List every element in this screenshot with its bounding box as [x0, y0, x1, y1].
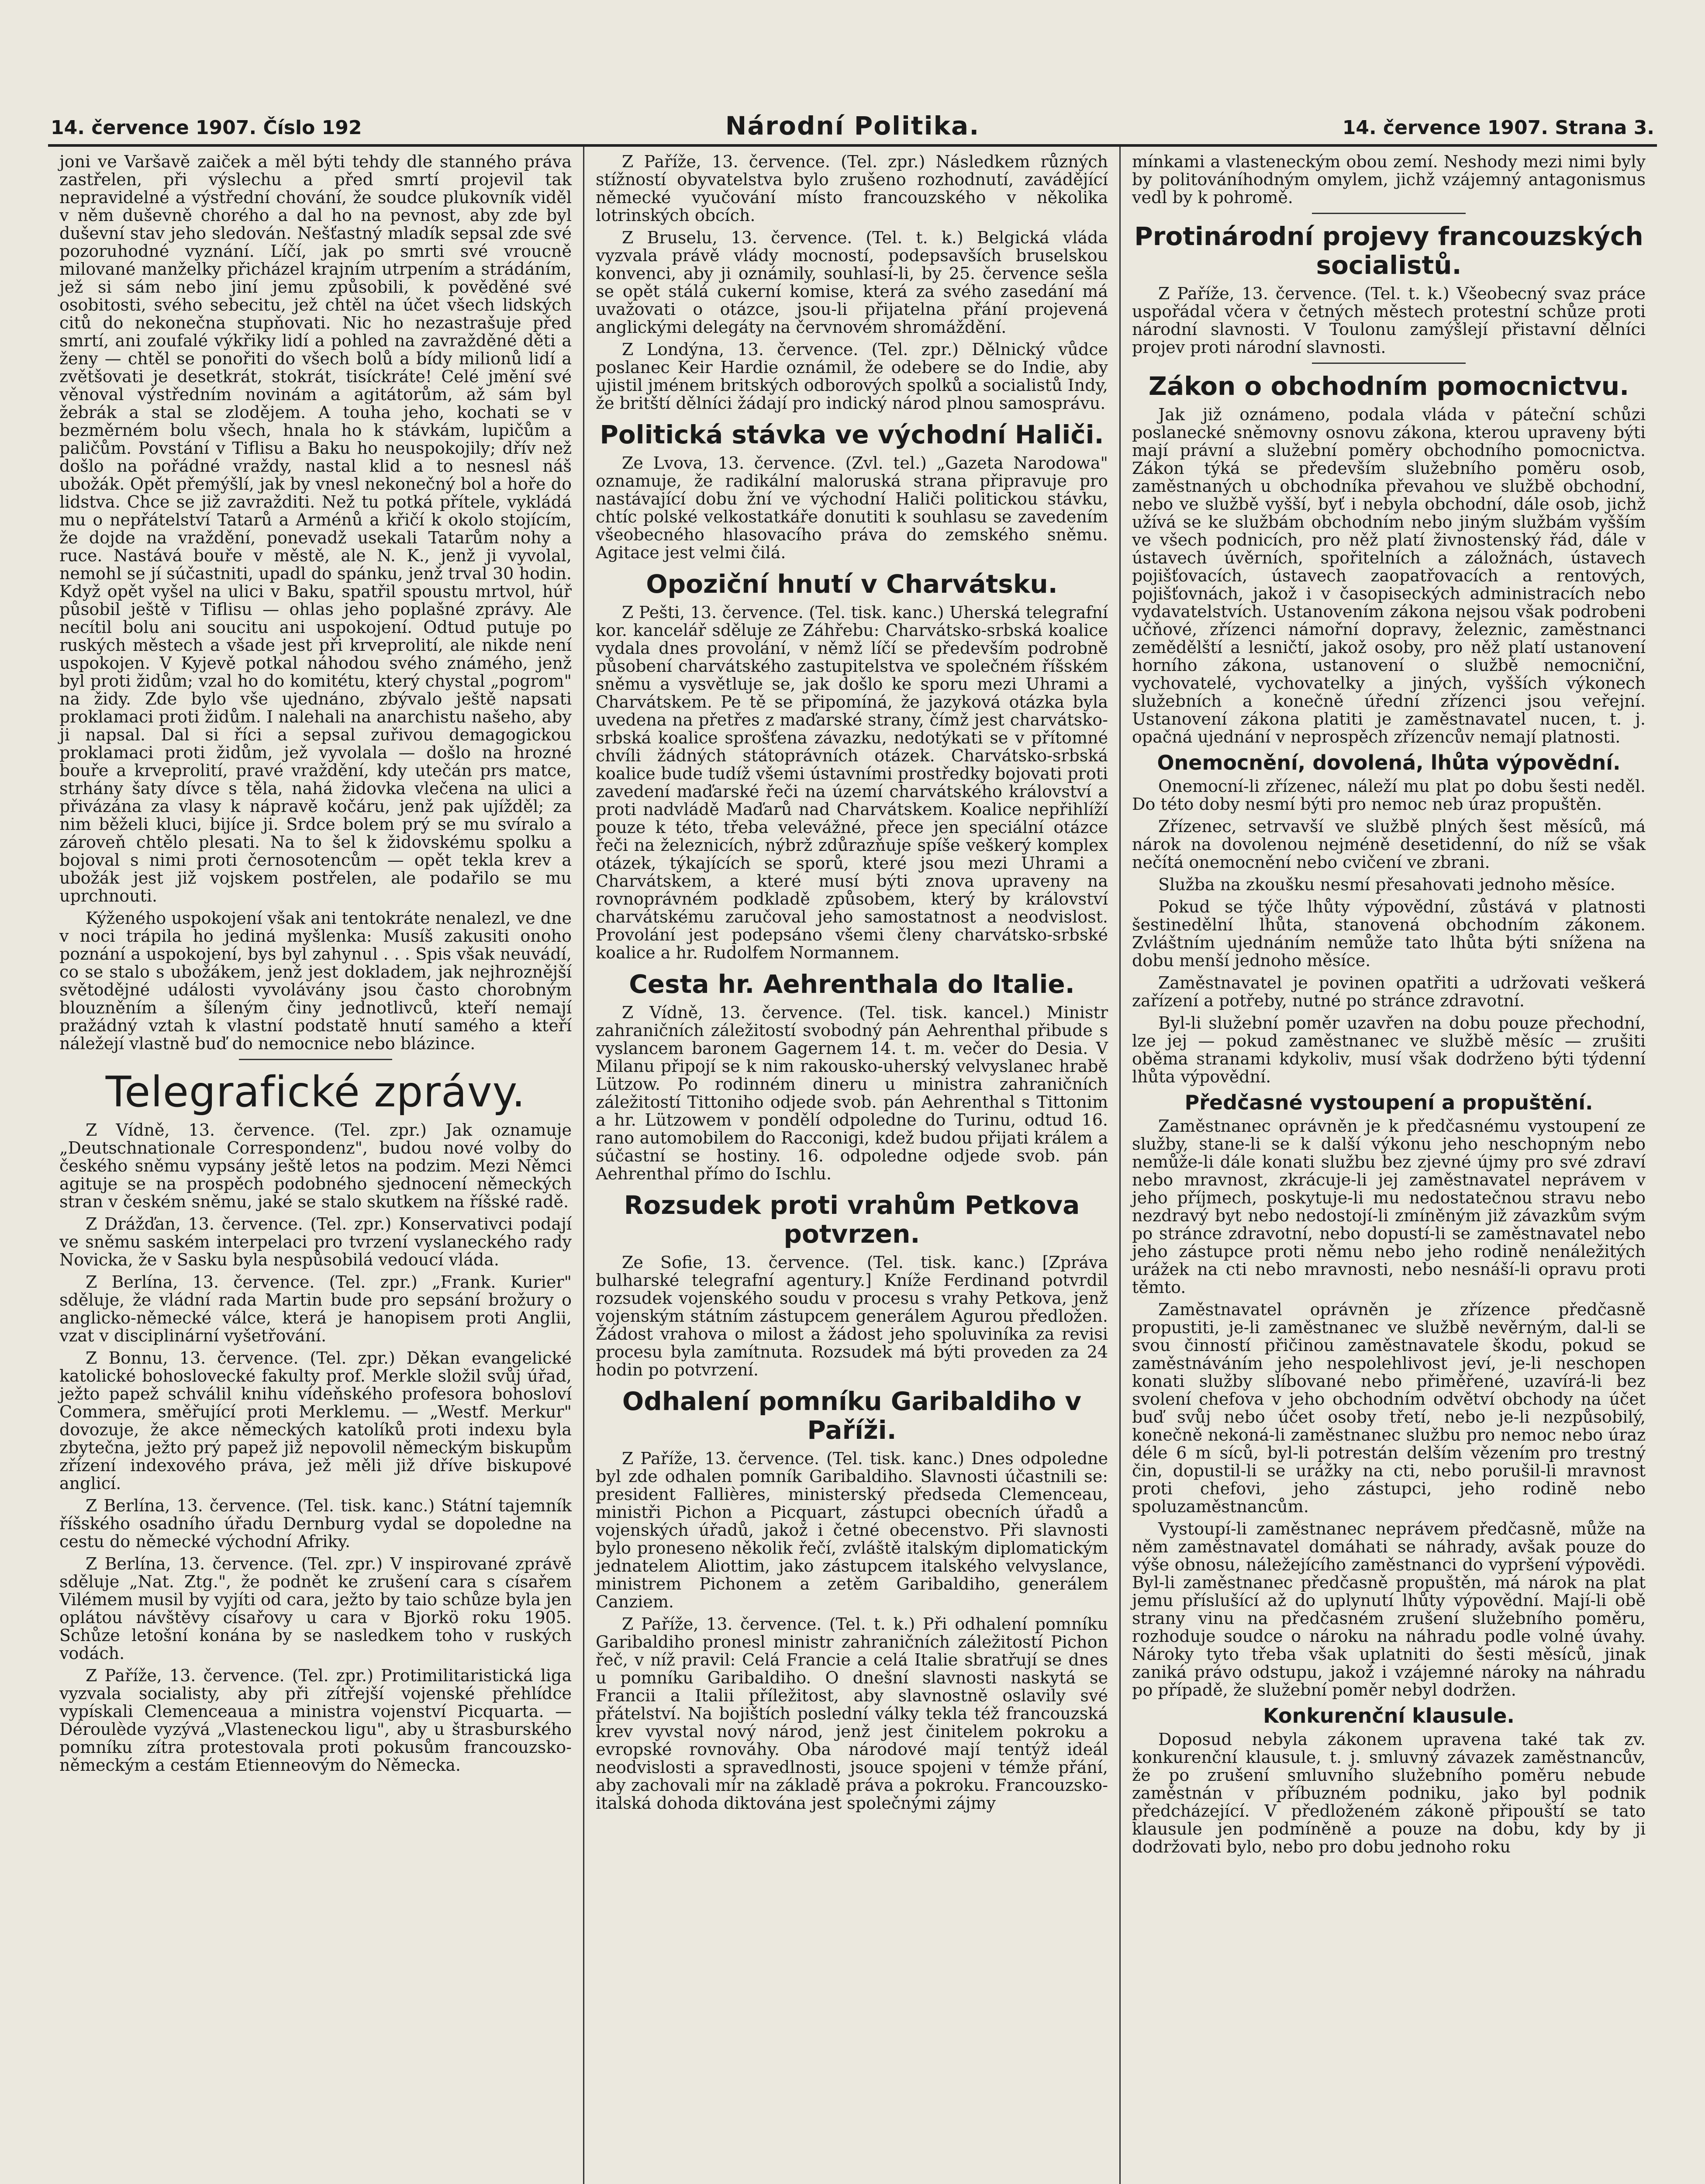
telegram-item: Z Berlína, 13. července. (Tel. zpr.) V inspirované zprávě sděluje „Nat. Ztg.", že podnět ke zrušení cara s císařem Vilémem musil by vyjíti od cara, ježto by taio schůze byla jen oplátou návštěvy císařovy u cara v Bjorkö roku 1905. Schůze letošní konána by se nasledkem toho v ruských vodách.	[59, 1554, 572, 1663]
telegram-item: Z Londýna, 13. července. (Tel. zpr.) Dělnický vůdce poslanec Keir Hardie oznámil, že odebere se do Indie, aby ujistil jménem britských odborových spolků a socialistů Indy, že britští dělníci žádají pro indický národ plnou samosprávu.	[596, 340, 1108, 413]
headline-petkov: Rozsudek proti vrahům Petkova potvrzen.	[624, 1190, 1080, 1249]
telegram-item: Z Bruselu, 13. července. (Tel. t. k.) Belgická vláda vyzvala právě vlády mocností, podepsavších bruselskou konvenci, aby ji oznámily, souhlasí-li, by 25. července sešla se opět stálá cukerní komise, která za svého zasedání má uvažovati o otázce, jsou-li přijatelna přání projevená anglickými delegáty na červnovém shromáždění.	[596, 228, 1108, 337]
headline-charvatsko: Opoziční hnutí v Charvátsku.	[646, 569, 1058, 599]
article-paragraph: Onemocní-li zřízenec, náleží mu plat po dobu šesti neděl. Do této doby nesmí býti pro nemoc neb úraz propuštěn.	[1132, 777, 1646, 814]
subheading-onemocneni: Onemocnění, dovolená, lhůta výpovědní.	[1157, 751, 1621, 774]
telegram-item: Z Paříže, 13. července. (Tel. zpr.) Následkem různých stížností obyvatelstva bylo zrušeno rozhodnutí, zavádějící německé vyučování místo francouzského v několika lotrinských obcích.	[596, 152, 1108, 225]
article-paragraph: Pokud se týče lhůty výpovědní, zůstává v platnosti šestinedělní lhůta, stanovená obchodním zákonem. Zvláštním ujednáním nemůže tato lhůta býti snížena na dobu menší jednoho měsíce.	[1132, 897, 1646, 970]
headline-halic: Politická stávka ve východní Haliči.	[600, 420, 1104, 449]
headline-francouzsti-socialiste: Protinárodní projevy francouzských socialistů.	[1134, 221, 1643, 280]
column-3	[1121, 147, 1657, 2184]
telegram-item: Z Vídně, 13. července. (Tel. zpr.) Jak oznamuje „Deutschnationale Correspondenz", budou nové volby do českého sněmu vypsány ještě letos na podzim. Mezi Němci agituje se na prospěch podobného sjednocení německých stran v českém sněmu, jaké se stalo skutkem na říšské radě.	[59, 1120, 572, 1211]
article-paragraph: Vystoupí-li zaměstnanec neprávem předčasně, může na něm zaměstnavatel domáhati se náhrady, avšak pouze do výše obnosu, náležejícího zaměstnanci do vypršení výpovědi. Byl-li zaměstnanec předčasně propuštěn, má nárok na plat jemu příslušící až do uplynutí lhůty výpovědní. Mají-li obě strany vinu na předčasném zrušení služebního poměru, rozhoduje soudce o nároku na náhradu podle volné úvahy. Nároky tyto třeba však uplatniti do šesti měsíců, jinak zaniká právo odstupu, jakož i vzájemné nároky na náhradu po případě, že služební poměr nebyl dodržen.	[1132, 1519, 1646, 1700]
section-heading-telegraf: Telegrafické zprávy.	[105, 1068, 526, 1116]
article-paragraph: Zaměstnavatel oprávněn je zřízence předčasně propustiti, je-li zaměstnanec ve službě nevěrným, dal-li se svou činností přičinou zaměstnavatele škodu, pokud se zaměstnáváním jeho nespolehlivost jeví, je-li neschopen konati služby slíbované nebo přiměřené, uzavírá-li bez svolení chefova v jeho obchodním odvětví obchody na účet buď svůj nebo účet osoby třetí, nebo je-li nezpůsobilý, konečně nekoná-li zaměstnanec službu pro nemoc nebo úraz déle 6 m síců, byl-li potrestán delším vězením pro trestný čin, dopustil-li se urážky na cti, nebo porušil-li mravnost proti chefovi, jeho zástupci, jeho rodině nebo spoluzaměstnancům.	[1132, 1300, 1646, 1516]
article-paragraph: Zřízenec, setrvavší ve službě plných šest měsíců, má nárok na dovolenou nejméně desetidenní, do níž se však nečítá onemocnění nebo cvičení ve zbrani.	[1132, 817, 1646, 872]
article-paragraph: Byl-li služební poměr uzavřen na dobu pouze přechodní, lze jej — pokud zaměstnanec ve službě měsíc — zrušiti oběma stranami kdykoliv, musí však dodrženo býti týdenní lhůta výpovědní.	[1132, 1013, 1646, 1086]
article-paragraph: mínkami a vlasteneckým obou zemí. Neshody mezi nimi byly by politováníhodným omylem, jichž vzájemný antagonismus vedl by k pohromě.	[1132, 152, 1646, 207]
column-2	[584, 147, 1121, 2184]
article-paragraph: Jak již oznámeno, podala vláda v páteční schůzi poslanecké sněmovny osnovu zákona, kterou upraveny býti mají právní a služební poměry obchodního pomocnictva. Zákon týká se především služebního poměru osob, zaměstnaných u obchodníka převahou ve službě obchodní, nebo ve službě vyšší, byť i nebyla obchodní, dále osob, jichž užívá se ke službám obchodním nebo jiným službám vyšším ve všech podnicích, pro něž platí živnostenský řád, dále v ústavech úvěrních, spořitelních a záložnách, ústavech pojišťovacích, ústavech zaopatřovacích a rentových, pojišťovnách, jakož i v časopiseckých administracích nebo vydavatelstvích. Ustanovením zákona nejsou však podrobeni učňové, zřízenci námořní dopravy, železnic, zaměstnanci zemědělští a lesničtí, jakož osoby, pro něž platí ustanovení horního zákona, ustanovení o službě nemocniční, vychovatelé, vychovatelky a jiných, vyšších výkonech služebních a konečně úřední zřízenci jsou veřejní. Ustanovení zákona platiti je zaměstnavatel nucen, t. j. opačná ujednání v neprospěch zřízencův nemají platnosti.	[1132, 405, 1646, 746]
section-divider	[1312, 213, 1466, 214]
telegram-item: Z Berlína, 13. července. (Tel. tisk. kanc.) Státní tajemník říšského osadního úřadu Dernburg vydal se dopoledne na cestu do německé východní Afriky.	[59, 1496, 572, 1551]
article-paragraph: Služba na zkoušku nesmí přesahovati jednoho měsíce.	[1158, 875, 1615, 894]
article-paragraph: Z Paříže, 13. července. (Tel. t. k.) Při odhalení pomníku Garibaldiho pronesl ministr zahraničních záležitostí Pichon řeč, v níž pravil: Celá Francie a celá Italie sbratřují se dnes u pomníku Garibaldiho. O dnešní slavnosti naskytá se Francii a Italii příležitost, aby slavnostně oslavily své přátelství. Na bojištích poslední války tekla též francouzská krev vyvstal nový národ, jenž jest činitelem pokroku a evropské rovnováhy. Oba národové mají tentýž ideál neodvislosti a spravedlnosti, jsouce spojeni v témže přání, aby zachovali mír na základě práva a pokroku. Francouzsko-italská dohoda diktována jest společnými zájmy	[596, 1614, 1108, 1813]
article-paragraph: Doposud nebyla zákonem upravena také tak zv. konkurenční klausule, t. j. smluvný závazek zaměstnancův, že po zrušení smluvního služebního poměru nebude zaměstnán v příbuzném podniku, jako byl podnik předcházející. V předloženém zákoně připouští se tato klausule jen podmíněně a pouze na dobu, kdy by ji dodržovati bylo, nebo pro dobu jednoho roku	[1132, 1730, 1646, 1856]
headline-garibaldi: Odhalení pomníku Garibaldiho v Paříži.	[622, 1386, 1082, 1445]
article-paragraph: Z Pešti, 13. července. (Tel. tisk. kanc.) Uherská telegrafní kor. kancelář sděluje ze Záhřebu: Charvátsko-srbská koalice vydala dnes provolání, v němž líčí se především podrobně působení charvátského zastupitelstva ve společném říšském sněmu a vysvětluje se, jak došlo ke sporu mezi Uhrami a Charvátskem. Pe tě se připomíná, že jazyková otázka byla uvedena na přetřes z maďarské strany, čímž jest charvátsko-srbská koalice sprošťena závazku, nedotýkati se v přítomné chvíli žádných státoprávních otázek. Charvátsko-srbská koalice bude tudíž všemi ústavními prostředky bojovati proti zavedení maďarské řeči na území charvátského království a proti nadvládě Maďarů nad Charvátskem. Koalice nepřihlíží pouze k této, třeba velevážné, přece jen speciální otázce řeči na železnicích, nýbrž zdůrazňuje spíše veškerý komplex otázek, týkajících se sporů, které jsou mezi Uhrami a Charvátskem, a které musí býti znova upraveny na rovnoprávném podkladě způsobem, který by království charvátskému zaručoval jeho samostatnost a neodvislost. Provolání jest podepsáno všemi členy charvátsko-srbské koalice a hr. Rudolfem Normannem.	[596, 603, 1108, 962]
header-date-page: 14. července 1907. Strana 3.	[1342, 117, 1654, 139]
column-1	[48, 147, 584, 2184]
subheading-konkurencni-klausule: Konkurenční klausule.	[1263, 1704, 1515, 1728]
header-date-issue: 14. července 1907. Číslo 192	[51, 117, 362, 139]
telegram-item: Z Drážďan, 13. července. (Tel. zpr.) Konservativci podají ve sněmu saském interpelaci pro tvrzení vyslaneckého rady Novicka, že v Sasku byla nespůsobilá vedoucí vláda.	[59, 1214, 572, 1269]
headline-zakon-pomocnictvo: Zákon o obchodním pomocnictvu.	[1148, 371, 1629, 401]
telegram-item: Z Bonnu, 13. července. (Tel. zpr.) Děkan evangelické katolické bohoslovecké fakulty prof. Merkle složil svůj úřad, ježto papež schválil knihu vídeňského profesora bohosloví Commera, směřující proti Merklemu. — „Westf. Merkur" dovozuje, že akce německých katolíků proti indexu byla zbytečna, ježto prý papež již nepovolil německým biskupům zřízení indexového práva, jež měli již dříve biskupové anglicí.	[59, 1348, 572, 1493]
article-paragraph: Z Paříže, 13. července. (Tel. tisk. kanc.) Dnes odpoledne byl zde odhalen pomník Garibaldiho. Slavnosti účastnili se: president Fallières, ministerský předseda Clemenceau, ministři Pichon a Picquart, zástupci obecních úřadů a vojenských úřadů, jakož i četné obecenstvo. Při slavnosti bylo proneseno několik řečí, zvláště italským diplomatickým jednatelem Aliottim, jako zástupcem italského velvyslance, ministrem Pichonem a zetěm Garibaldiho, generálem Canziem.	[596, 1449, 1108, 1611]
article-paragraph: joni ve Varšavě zaiček a měl býti tehdy dle stanného práva zastřelen, při výslechu a před smrtí projevil tak nepravidelné a výstřední chování, že soudce plukovník viděl v něm duševně chorého a dal ho na pevnost, aby zde byl duševní stav jeho sledován. Nešťastný mladík sepsal zde své pozoruhodné vyznání. Líčí, jak po smrti své vroucně milované manželky přicházel krajním utrpením a strádáním, jež si sám nebo jiní jemu způsobili, k pověděné své osobitosti, svého sebecitu, jež chtěl na účet všech lidských citů do nekonečna stupňovati. Nic ho nezastrašuje před smrtí, ani zoufalé výkřiky lidí a pohled na zavražděné děti a ženy — chtěl se ponořiti do všech bolů a bídy milionů lidí a zvětšovati je desetkrát, stokrát, tisíckráte! Celé jmění své věnoval výstředním novinám a agitátorům, až sám byl žebrák a stal se zlodějem. A touha jeho, kochati se v bezměrném bolu všech, hnala ho k stávkám, lupičům a paličům. Povstání v Tiflisu a Baku ho neuspokojily; dřív než došlo na pořádné vraždy, nastal klid a to nesnesl náš ubožák. Opět přemýšlí, jak by vnesl nekonečný bol a hoře do lidstva. Chce se již zavražditi. Než tu potká přítele, vykládá mu o nepřátelství Tatarů a Arménů a křičí k okolo stojícím, že dojde na vraždění, ponevadž usekali Tatarům nohy a ruce. Nastává bouře v městě, ale N. K., jenž ji vyvolal, nemohl se jí súčastniti, upadl do spánku, jenž trval 30 hodin. Když opět vyšel na ulici v Baku, spatřil spoustu mrtvol, húř působil ještě v Tiflisu — ohlas jeho poplašné zprávy. Ale necítil bolu ani soucitu ani uspokojení. Odtud putuje po ruských městech a všade jest při krveprolití, ale nikde není uspokojen. V Kyjevě potkal náhodou svého známého, jenž byl proti židům; vzal ho do komitétu, který chystal „pogrom" na židy. Zde bylo vše ujednáno, zbývalo ještě napsati proklamaci proti židům. I nalehali na anarchistu našeho, aby ji napsal. Dal si říci a sepsal zuřivou demagogickou proklamaci proti židům, jež vyvolala — došlo na hrozné bouře a krveprolití, pravé vraždění, kdy utečán prs matce, strhány šaty dívce s těla, nahá židovka vlečena na ulici a přivázána za vlasy k nápravě kočáru, jenž pak ujížděl; za nim běželi kluci, bijíce ji. Srdce bolem prý se mu svíralo a zároveň chtělo plesati. Na to šel k židovskému spolku a bojoval s nimi proti černosotencům — opět tekla krev a ubožák jest již vojskem postřelen, ale podařilo se mu uprchnouti.	[59, 152, 572, 905]
article-paragraph: Kýženého uspokojení však ani tentokráte nenalezl, ve dne v noci trápila ho jediná myšlenka: Musíš zakusiti onoho poznání a uspokojení, bys byl zahynul . . . Spis však neuvádí, co se stalo s ubožákem, jenž jest dokladem, jak nejhroznější světodějné události vyvolávány jsou často chorobným blouzněním a šíleným činy jednotlivců, kteří nemají pražádný vztah k vlastní podstatě hnutí samého a kteří náležejí vlastně buď do nemocnice nebo blázince.	[59, 909, 572, 1053]
article-paragraph: Zaměstnavatel je povinen opatřiti a udržovati veškerá zařízení a potřeby, nutné po stránce zdravotní.	[1132, 973, 1646, 1010]
telegram-item: Z Berlína, 13. července. (Tel. zpr.) „Frank. Kurier" sděluje, že vládní rada Martin bude pro sepsání brožury o anglicko-německé válce, která je hanopisem proti Anglii, vzat v disciplinární vyšetřování.	[59, 1272, 572, 1345]
article-paragraph: Ze Sofie, 13. července. (Tel. tisk. kanc.) [Zpráva bulharské telegrafní agentury.] Kníže Ferdinand potvrdil rozsudek vojenského soudu v procesu s vrahy Petkova, jenž vojenským státním zástupcem generálem Agurou předložen. Žádost vrahova o milost a žádost jeho spoluviníka za revisi procesu byla zamítnuta. Rozsudek má býti proveden za 24 hodin po potvrzení.	[596, 1253, 1108, 1379]
section-divider	[1312, 363, 1466, 364]
masthead-title: Národní Politika.	[725, 111, 980, 141]
subheading-predcasne: Předčasné vystoupení a propuštění.	[1184, 1091, 1593, 1114]
article-paragraph: Z Paříže, 13. července. (Tel. t. k.) Všeobecný svaz práce uspořádal včera v četných městech protestní schůze proti národní slavnosti. V Toulonu zamýšlejí přistavní dělníci projev proti národní slavnosti.	[1132, 284, 1646, 357]
section-divider	[239, 1059, 393, 1060]
telegram-item: Z Paříže, 13. července. (Tel. zpr.) Protimilitaristická liga vyzvala socialisty, aby při zítřejší vojenské přehlídce vypískali Clemenceaua a ministra vojenství Picquarta. — Déroulède vyzývá „Vlasteneckou ligu", aby u štrasburského pomníku zítra protestovala proti pokusům francouzsko-německým a cestám Etienneovým do Německa.	[59, 1666, 572, 1775]
article-paragraph: Zaměstnanec oprávněn je k předčasnému vystoupení ze služby, stane-li se k další výkonu jeho neschopným nebo nemůže-li dále konati službu bez zjevné újmy pro své zdraví nebo mravnost, zkrácuje-li jej zaměstnavatel neprávem v jeho příjmech, poskytuje-li mu nedostatečnou stravu nebo nezdravý byt nebo nedostojí-li zmíněným již závazkům svým po stránce zdravotní, nebo dopustí-li se zaměstnavatel nebo jeho zástupce proti němu nebo jeho rodině nenáležitých urážek na cti nebo mravnosti, nebo nesnáší-li opravu proti těmto.	[1132, 1116, 1646, 1297]
headline-aehrenthal: Cesta hr. Aehrenthala do Italie.	[629, 969, 1075, 999]
columns	[48, 147, 1657, 2184]
article-paragraph: Ze Lvova, 13. července. (Zvl. tel.) „Gazeta Narodowa" oznamuje, že radikální maloruská strana připravuje pro nastávající dobu žní ve východní Haliči politickou stávku, chtíc polské velkostatkáře donutiti k souhlasu se zavedením všeobecného hlasovacího práva do zemského sněmu. Agitace jest velmi čilá.	[596, 453, 1108, 562]
page-header	[48, 109, 1657, 147]
article-paragraph: Z Vídně, 13. července. (Tel. tisk. kancel.) Ministr zahraničních záležitostí svobodný pán Aehrenthal přibude s vyslancem baronem Gagernem 14. t. m. večer do Desia. V Milanu připojí se k nim rakousko-uherský velvyslanec hrabě Lützow. Po rodinném dineru u ministra zahraničních záležitostí Tittoniho odjede svob. pán Aehrenthal s Tittonim a hr. Lützowem v pondělí odpoledne do Turinu, odtud 16. rano automobilem do Racconigi, kdež budou přijati králem a súčastní se hostiny. 16. odpoledne odjede svob. pán Aehrenthal přímo do Ischlu.	[596, 1003, 1108, 1183]
